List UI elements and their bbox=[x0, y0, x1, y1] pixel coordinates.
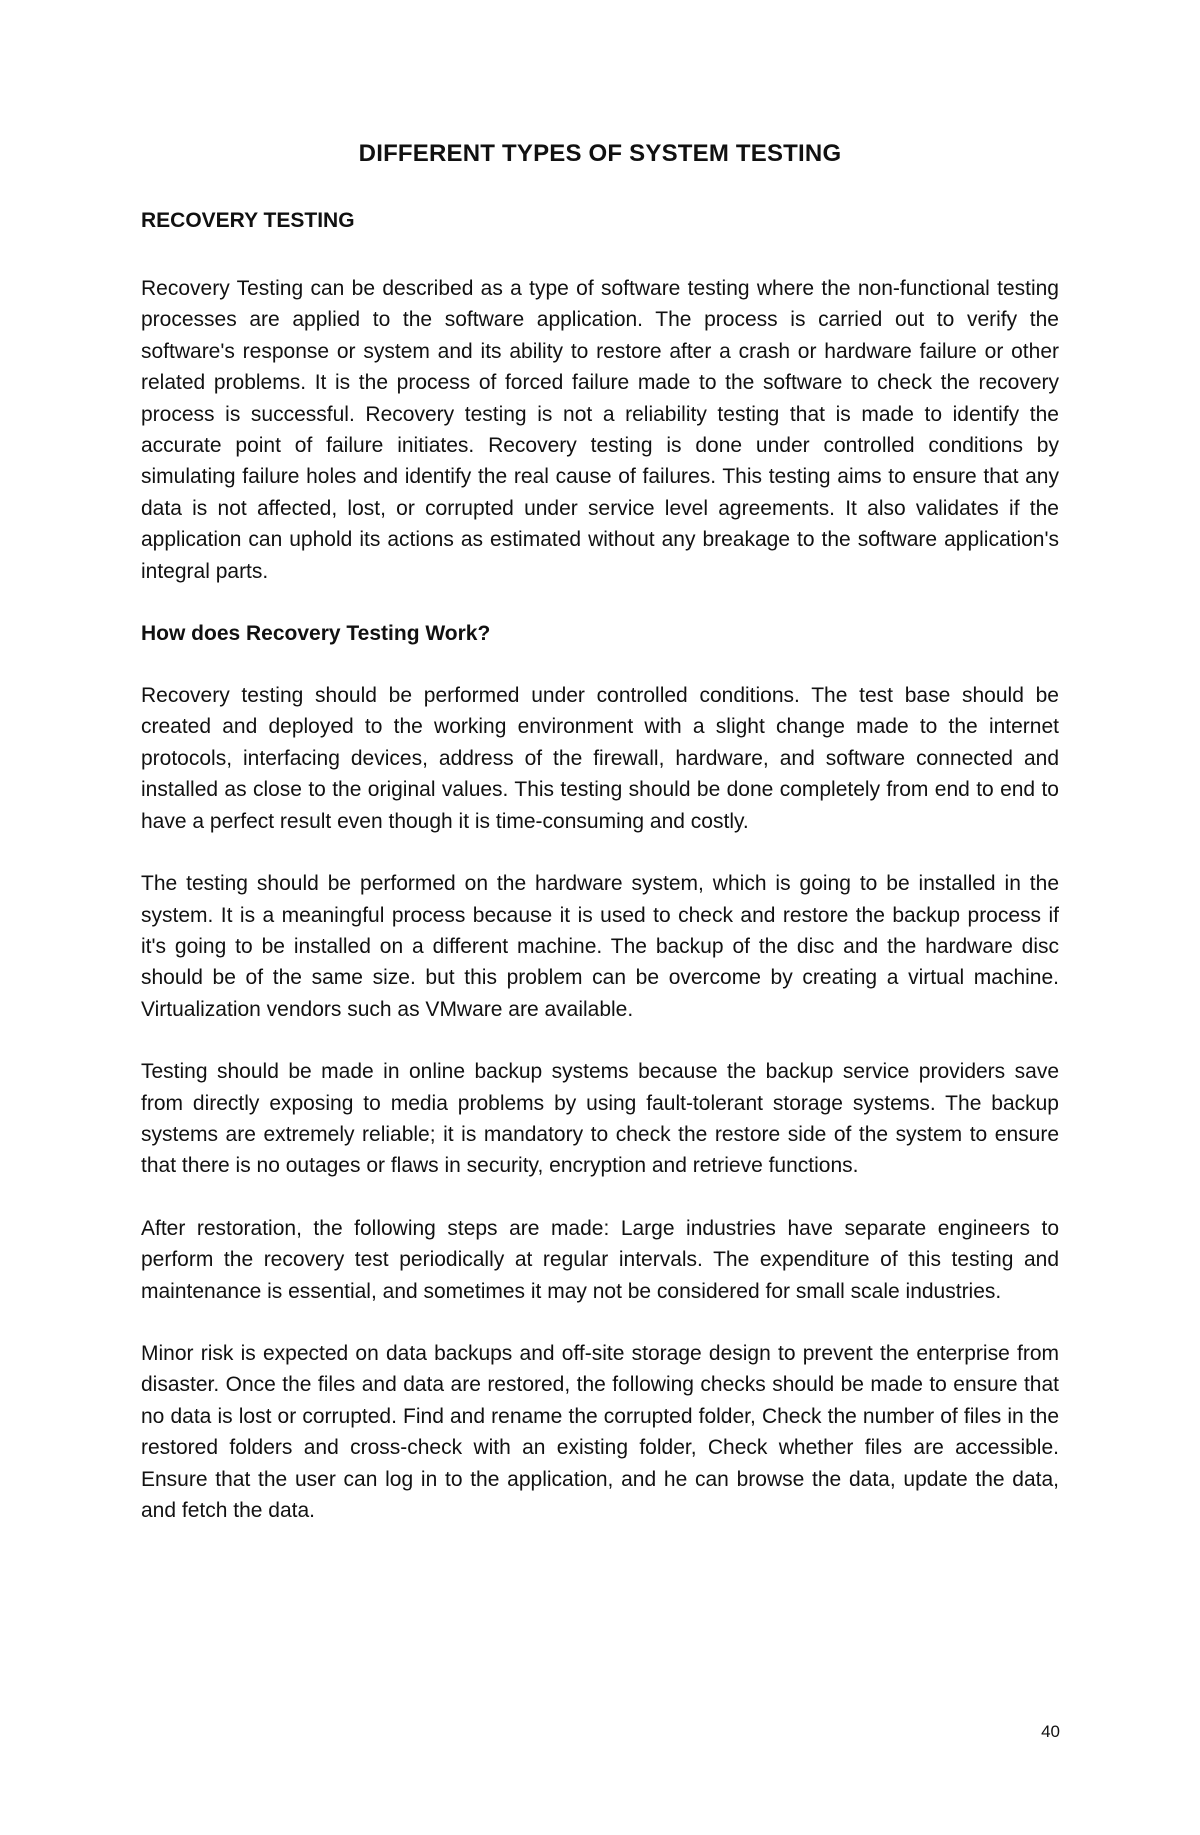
paragraph-minor-risk: Minor risk is expected on data backups and off-site storage design to prevent the enterprise from disaster. Once the files and data are restored, the following checks should be made to ensure that no data is lost or corrupted. Find and rename the corrupted folder, Check the number of files in the restored folders and cross-check with an existing folder, Check whether files are accessible. Ensure that the user can log in to the application, and he can browse the data, update the data, and fetch the data. bbox=[141, 1341, 1059, 1522]
paragraph-controlled-conditions: Recovery testing should be performed under controlled conditions. The test base should be created and deployed to the working environment with a slight change made to the internet protocols, interfacing devices, address of the firewall, hardware, and software connected and installed as close to the original values. This testing should be done completely from end to end to have a perfect result even though it is time-consuming and costly. bbox=[141, 684, 1059, 833]
paragraph-after-restoration: After restoration, the following steps are made: Large industries have separate engineers to perform the recovery test periodically at regular intervals. The expenditure of this testing and maintenance is essential, and sometimes it may not be considered for small scale industries. bbox=[141, 1216, 1059, 1303]
page-title: DIFFERENT TYPES OF SYSTEM TESTING bbox=[358, 140, 842, 167]
subsection-heading: How does Recovery Testing Work? bbox=[141, 622, 491, 646]
paragraph-hardware-system: The testing should be performed on the hardware system, which is going to be installed in the system. It is a meaningful process because it is used to check and restore the backup process if it's going to be installed on a different machine. The backup of the disc and the hardware disc should be of the same size. but this problem can be overcome by creating a virtual machine. Virtualization vendors such as VMware are available. bbox=[141, 872, 1059, 1021]
paragraph-recovery-intro: Recovery Testing can be described as a type of software testing where the non-functional testing processes are applied to the software application. The process is carried out to verify the software's response or system and its ability to restore after a crash or hardware failure or other related problems. It is the process of forced failure made to the software to check the recovery process is successful. Recovery testing is not a reliability testing that is made to identify the accurate point of failure initiates. Recovery testing is done under controlled conditions by simulating failure holes and identify the real cause of failures. This testing aims to ensure that any data is not affected, lost, or corrupted under service level agreements. It also validates if the application can uphold its actions as estimated without any breakage to the software application's integral parts. bbox=[141, 277, 1059, 583]
section-title: RECOVERY TESTING bbox=[141, 209, 355, 232]
page-content bbox=[141, 205, 1059, 1557]
page-number: 40 bbox=[1041, 1722, 1060, 1741]
paragraph-online-backup: Testing should be made in online backup systems because the backup service providers save from directly exposing to media problems by using fault-tolerant storage systems. The backup systems are extremely reliable; it is mandatory to check the restore side of the system to ensure that there is no outages or flaws in security, encryption and retrieve functions. bbox=[141, 1060, 1059, 1178]
